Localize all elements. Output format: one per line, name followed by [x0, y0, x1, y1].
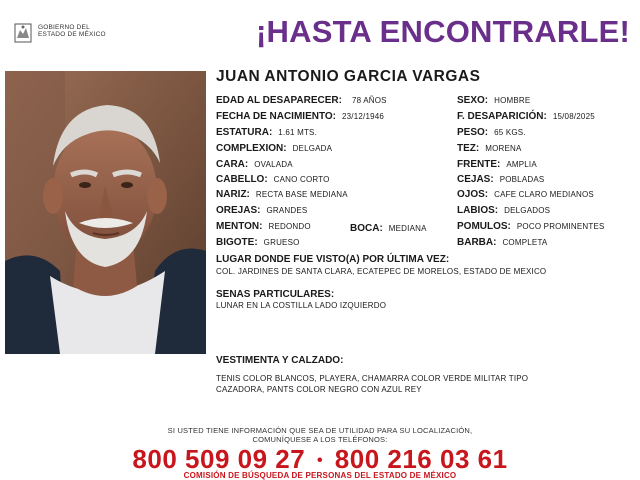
government-name	[38, 24, 106, 38]
field-value: GRANDES	[266, 206, 308, 215]
field-value: 1.61 MTS.	[278, 128, 317, 137]
field-mouth	[350, 223, 427, 235]
field-value: 78 AÑOS	[351, 96, 387, 105]
field-label: SEXO:	[457, 95, 489, 106]
field-moustache	[216, 237, 300, 249]
headline: ¡HASTA ENCONTRARLE!	[256, 14, 631, 49]
field-chin	[216, 221, 311, 233]
field-label: BOCA:	[350, 223, 383, 234]
field-value: POBLADAS	[499, 175, 545, 184]
field-value: GRUESO	[263, 238, 300, 247]
field-value: CAFE CLARO MEDIANOS	[494, 190, 594, 199]
field-value: DELGADOS	[504, 206, 551, 215]
field-label: CARA:	[216, 159, 249, 170]
field-value: CANO CORTO	[273, 175, 330, 184]
field-label: OREJAS:	[216, 205, 261, 216]
field-value: COMPLETA	[502, 238, 548, 247]
missing-person-photo	[5, 71, 206, 354]
gov-line-1: GOBIERNO DEL	[38, 24, 90, 31]
field-label: CABELLO:	[216, 174, 268, 185]
last-seen-title: LUGAR DONDE FUE VISTO(A) POR ÚLTIMA VEZ:	[216, 254, 450, 265]
last-seen-text: COL. JARDINES DE SANTA CLARA, ECATEPEC DE MORELOS, ESTADO DE MEXICO	[216, 267, 547, 276]
clothing-text-line-2: CAZADORA, PANTS COLOR NEGRO CON AZUL REY	[216, 385, 422, 394]
field-value: RECTA BASE MEDIANA	[255, 190, 348, 199]
field-label: MENTON:	[216, 221, 263, 232]
field-label: PESO:	[457, 127, 489, 138]
phone-number-2[interactable]: 800 216 03 61	[334, 444, 508, 474]
gov-line-2: ESTADO DE MÉXICO	[38, 31, 106, 38]
field-build	[216, 143, 332, 155]
field-value: MEDIANA	[388, 224, 427, 233]
contact-info-line-2: COMUNÍQUESE A LOS TELÉFONOS:	[252, 435, 388, 444]
field-weight	[457, 127, 526, 139]
field-label: EDAD AL DESAPARECER:	[216, 95, 342, 106]
field-eyes	[457, 189, 594, 201]
field-label: NARIZ:	[216, 189, 250, 200]
field-ears	[216, 205, 307, 217]
field-complexion	[457, 143, 522, 155]
field-value: AMPLIA	[506, 160, 537, 169]
field-value: POCO PROMINENTES	[516, 222, 605, 231]
person-name: JUAN ANTONIO GARCIA VARGAS	[216, 68, 481, 85]
field-label: TEZ:	[457, 143, 480, 154]
field-label: OJOS:	[457, 189, 489, 200]
field-forehead	[457, 159, 537, 171]
field-face	[216, 159, 293, 171]
field-hair	[216, 174, 330, 186]
portrait-illustration	[5, 71, 206, 354]
field-label: COMPLEXION:	[216, 143, 287, 154]
clothing-title: VESTIMENTA Y CALZADO:	[216, 355, 344, 366]
clothing-text-line-1: TENIS COLOR BLANCOS, PLAYERA, CHAMARRA COLOR VERDE MILITAR TIPO	[216, 374, 529, 383]
field-value: MORENA	[485, 144, 522, 153]
field-label: ESTATURA:	[216, 127, 273, 138]
state-emblem-icon	[12, 22, 34, 44]
field-birthdate	[216, 111, 384, 123]
field-value: 65 KGS.	[494, 128, 526, 137]
field-value: HOMBRE	[494, 96, 531, 105]
field-age	[216, 95, 387, 107]
field-value: DELGADA	[292, 144, 333, 153]
field-label: CEJAS:	[457, 174, 494, 185]
commission-name: COMISIÓN DE BÚSQUEDA DE PERSONAS DEL ESTADO DE MÉXICO	[183, 471, 457, 480]
field-label: BIGOTE:	[216, 237, 258, 248]
marks-title: SENAS PARTICULARES:	[216, 289, 335, 300]
field-height	[216, 127, 317, 139]
phone-separator: •	[316, 452, 324, 470]
field-value: OVALADA	[254, 160, 293, 169]
marks-text: LUNAR EN LA COSTILLA LADO IZQUIERDO	[216, 301, 387, 310]
field-label: F. DESAPARICIÓN:	[457, 111, 547, 122]
field-label: FECHA DE NACIMIENTO:	[216, 111, 336, 122]
field-value: REDONDO	[268, 222, 311, 231]
field-cheekbones	[457, 221, 605, 233]
field-value: 15/08/2025	[552, 112, 595, 121]
field-label: LABIOS:	[457, 205, 499, 216]
field-lips	[457, 205, 550, 217]
field-nose	[216, 189, 348, 201]
field-label: BARBA:	[457, 237, 497, 248]
field-label: POMULOS:	[457, 221, 511, 232]
government-logo	[12, 22, 122, 44]
field-disappearance-date	[457, 111, 595, 123]
field-beard	[457, 237, 547, 249]
field-label: FRENTE:	[457, 159, 501, 170]
field-eyebrows	[457, 174, 544, 186]
field-sex	[457, 95, 530, 107]
phone-number-1[interactable]: 800 509 09 27	[132, 444, 306, 474]
field-value: 23/12/1946	[342, 112, 385, 121]
contact-info-line-1: SI USTED TIENE INFORMACIÓN QUE SEA DE UTILIDAD PARA SU LOCALIZACIÓN,	[167, 426, 473, 435]
